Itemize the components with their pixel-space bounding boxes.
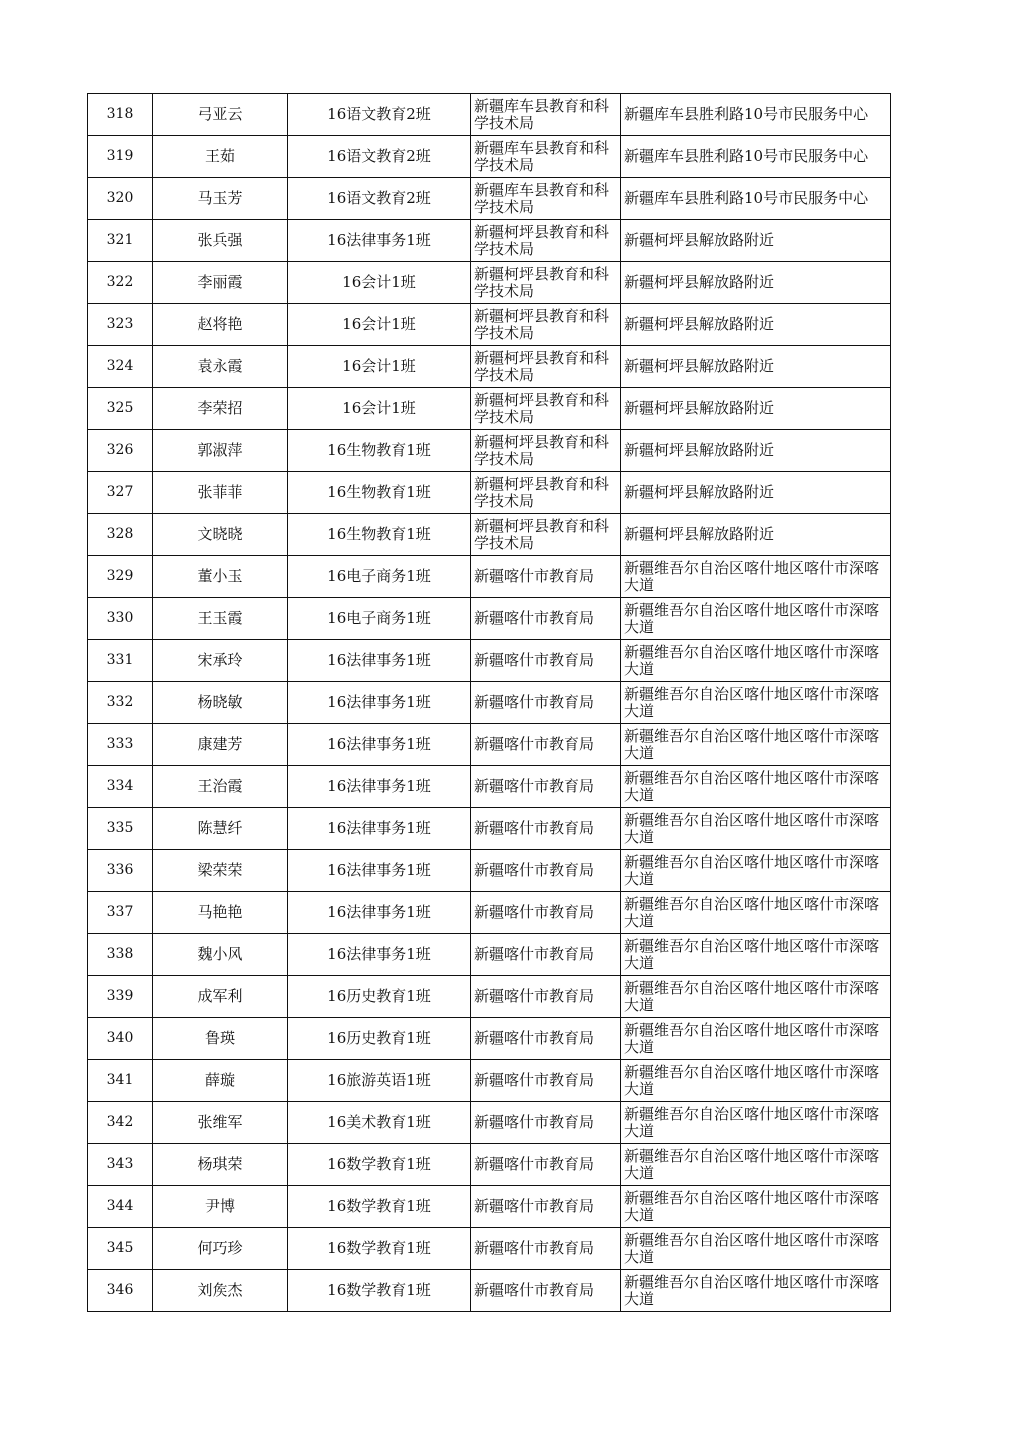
address-cell: 新疆柯坪县解放路附近: [621, 346, 891, 388]
row-number-cell: 324: [88, 346, 153, 388]
organization-cell: 新疆喀什市教育局: [471, 556, 621, 598]
organization-cell: 新疆柯坪县教育和科学技术局: [471, 346, 621, 388]
address-cell: 新疆库车县胜利路10号市民服务中心: [621, 136, 891, 178]
organization-cell: 新疆喀什市教育局: [471, 682, 621, 724]
student-name-cell: 李丽霞: [153, 262, 288, 304]
student-table: [87, 93, 891, 1312]
student-name-cell: 王玉霞: [153, 598, 288, 640]
row-number-cell: 346: [88, 1270, 153, 1312]
table-row: [88, 640, 891, 682]
table-body: [88, 94, 891, 1312]
row-number-cell: 325: [88, 388, 153, 430]
class-cell: 16电子商务1班: [288, 598, 471, 640]
class-cell: 16会计1班: [288, 388, 471, 430]
address-cell: 新疆维吾尔自治区喀什地区喀什市深喀大道: [621, 934, 891, 976]
organization-cell: 新疆喀什市教育局: [471, 1270, 621, 1312]
row-number-cell: 331: [88, 640, 153, 682]
table-row: [88, 388, 891, 430]
row-number-cell: 340: [88, 1018, 153, 1060]
student-name-cell: 王茹: [153, 136, 288, 178]
class-cell: 16美术教育1班: [288, 1102, 471, 1144]
address-cell: 新疆维吾尔自治区喀什地区喀什市深喀大道: [621, 556, 891, 598]
address-cell: 新疆库车县胜利路10号市民服务中心: [621, 94, 891, 136]
student-name-cell: 张菲菲: [153, 472, 288, 514]
organization-cell: 新疆柯坪县教育和科学技术局: [471, 514, 621, 556]
class-cell: 16生物教育1班: [288, 472, 471, 514]
organization-cell: 新疆喀什市教育局: [471, 640, 621, 682]
row-number-cell: 334: [88, 766, 153, 808]
row-number-cell: 343: [88, 1144, 153, 1186]
table-row: [88, 1228, 891, 1270]
organization-cell: 新疆库车县教育和科学技术局: [471, 178, 621, 220]
address-cell: 新疆维吾尔自治区喀什地区喀什市深喀大道: [621, 850, 891, 892]
student-name-cell: 袁永霞: [153, 346, 288, 388]
address-cell: 新疆柯坪县解放路附近: [621, 430, 891, 472]
address-cell: 新疆维吾尔自治区喀什地区喀什市深喀大道: [621, 724, 891, 766]
table-row: [88, 724, 891, 766]
table-row: [88, 1186, 891, 1228]
address-cell: 新疆维吾尔自治区喀什地区喀什市深喀大道: [621, 1228, 891, 1270]
row-number-cell: 335: [88, 808, 153, 850]
organization-cell: 新疆柯坪县教育和科学技术局: [471, 304, 621, 346]
table-row: [88, 850, 891, 892]
address-cell: 新疆柯坪县解放路附近: [621, 514, 891, 556]
student-name-cell: 宋承玲: [153, 640, 288, 682]
organization-cell: 新疆柯坪县教育和科学技术局: [471, 388, 621, 430]
class-cell: 16生物教育1班: [288, 430, 471, 472]
row-number-cell: 341: [88, 1060, 153, 1102]
organization-cell: 新疆喀什市教育局: [471, 1186, 621, 1228]
organization-cell: 新疆喀什市教育局: [471, 976, 621, 1018]
table-row: [88, 514, 891, 556]
address-cell: 新疆维吾尔自治区喀什地区喀什市深喀大道: [621, 808, 891, 850]
student-name-cell: 梁荣荣: [153, 850, 288, 892]
class-cell: 16电子商务1班: [288, 556, 471, 598]
class-cell: 16旅游英语1班: [288, 1060, 471, 1102]
address-cell: 新疆柯坪县解放路附近: [621, 388, 891, 430]
class-cell: 16语文教育2班: [288, 94, 471, 136]
student-name-cell: 何巧珍: [153, 1228, 288, 1270]
organization-cell: 新疆库车县教育和科学技术局: [471, 94, 621, 136]
address-cell: 新疆柯坪县解放路附近: [621, 304, 891, 346]
table-row: [88, 766, 891, 808]
row-number-cell: 323: [88, 304, 153, 346]
address-cell: 新疆维吾尔自治区喀什地区喀什市深喀大道: [621, 1270, 891, 1312]
class-cell: 16法律事务1班: [288, 934, 471, 976]
student-name-cell: 赵将艳: [153, 304, 288, 346]
row-number-cell: 333: [88, 724, 153, 766]
class-cell: 16数学教育1班: [288, 1186, 471, 1228]
class-cell: 16数学教育1班: [288, 1228, 471, 1270]
student-name-cell: 马艳艳: [153, 892, 288, 934]
class-cell: 16会计1班: [288, 346, 471, 388]
student-name-cell: 文晓晓: [153, 514, 288, 556]
class-cell: 16语文教育2班: [288, 178, 471, 220]
organization-cell: 新疆喀什市教育局: [471, 850, 621, 892]
table-row: [88, 472, 891, 514]
address-cell: 新疆柯坪县解放路附近: [621, 220, 891, 262]
organization-cell: 新疆喀什市教育局: [471, 1228, 621, 1270]
organization-cell: 新疆喀什市教育局: [471, 1102, 621, 1144]
student-name-cell: 鲁瑛: [153, 1018, 288, 1060]
class-cell: 16法律事务1班: [288, 640, 471, 682]
student-name-cell: 张维军: [153, 1102, 288, 1144]
organization-cell: 新疆喀什市教育局: [471, 766, 621, 808]
address-cell: 新疆维吾尔自治区喀什地区喀什市深喀大道: [621, 682, 891, 724]
row-number-cell: 344: [88, 1186, 153, 1228]
table-row: [88, 178, 891, 220]
student-name-cell: 董小玉: [153, 556, 288, 598]
table-row: [88, 1060, 891, 1102]
organization-cell: 新疆喀什市教育局: [471, 934, 621, 976]
table-row: [88, 346, 891, 388]
table-row: [88, 1018, 891, 1060]
address-cell: 新疆维吾尔自治区喀什地区喀什市深喀大道: [621, 976, 891, 1018]
class-cell: 16数学教育1班: [288, 1270, 471, 1312]
row-number-cell: 330: [88, 598, 153, 640]
address-cell: 新疆柯坪县解放路附近: [621, 472, 891, 514]
student-name-cell: 尹博: [153, 1186, 288, 1228]
student-name-cell: 魏小风: [153, 934, 288, 976]
table-row: [88, 808, 891, 850]
address-cell: 新疆维吾尔自治区喀什地区喀什市深喀大道: [621, 1060, 891, 1102]
student-name-cell: 李荣招: [153, 388, 288, 430]
table-row: [88, 1102, 891, 1144]
organization-cell: 新疆喀什市教育局: [471, 1018, 621, 1060]
class-cell: 16语文教育2班: [288, 136, 471, 178]
student-name-cell: 陈慧纤: [153, 808, 288, 850]
table-row: [88, 892, 891, 934]
row-number-cell: 332: [88, 682, 153, 724]
table-row: [88, 94, 891, 136]
student-name-cell: 刘矦杰: [153, 1270, 288, 1312]
row-number-cell: 318: [88, 94, 153, 136]
organization-cell: 新疆柯坪县教育和科学技术局: [471, 262, 621, 304]
student-name-cell: 薛璇: [153, 1060, 288, 1102]
organization-cell: 新疆柯坪县教育和科学技术局: [471, 220, 621, 262]
table-row: [88, 1144, 891, 1186]
table-row: [88, 976, 891, 1018]
student-name-cell: 马玉芳: [153, 178, 288, 220]
class-cell: 16数学教育1班: [288, 1144, 471, 1186]
address-cell: 新疆维吾尔自治区喀什地区喀什市深喀大道: [621, 1102, 891, 1144]
row-number-cell: 342: [88, 1102, 153, 1144]
address-cell: 新疆维吾尔自治区喀什地区喀什市深喀大道: [621, 1018, 891, 1060]
row-number-cell: 319: [88, 136, 153, 178]
organization-cell: 新疆柯坪县教育和科学技术局: [471, 430, 621, 472]
organization-cell: 新疆喀什市教育局: [471, 724, 621, 766]
student-name-cell: 弓亚云: [153, 94, 288, 136]
table-row: [88, 136, 891, 178]
organization-cell: 新疆喀什市教育局: [471, 1060, 621, 1102]
class-cell: 16法律事务1班: [288, 892, 471, 934]
student-name-cell: 郭淑萍: [153, 430, 288, 472]
class-cell: 16历史教育1班: [288, 1018, 471, 1060]
student-name-cell: 成军利: [153, 976, 288, 1018]
table-row: [88, 430, 891, 472]
row-number-cell: 326: [88, 430, 153, 472]
student-name-cell: 杨琪荣: [153, 1144, 288, 1186]
table-row: [88, 934, 891, 976]
address-cell: 新疆维吾尔自治区喀什地区喀什市深喀大道: [621, 1186, 891, 1228]
organization-cell: 新疆喀什市教育局: [471, 1144, 621, 1186]
row-number-cell: 338: [88, 934, 153, 976]
class-cell: 16生物教育1班: [288, 514, 471, 556]
row-number-cell: 322: [88, 262, 153, 304]
address-cell: 新疆维吾尔自治区喀什地区喀什市深喀大道: [621, 766, 891, 808]
organization-cell: 新疆喀什市教育局: [471, 892, 621, 934]
table-row: [88, 304, 891, 346]
class-cell: 16法律事务1班: [288, 808, 471, 850]
organization-cell: 新疆喀什市教育局: [471, 808, 621, 850]
class-cell: 16法律事务1班: [288, 724, 471, 766]
address-cell: 新疆柯坪县解放路附近: [621, 262, 891, 304]
address-cell: 新疆维吾尔自治区喀什地区喀什市深喀大道: [621, 640, 891, 682]
student-name-cell: 张兵强: [153, 220, 288, 262]
class-cell: 16法律事务1班: [288, 850, 471, 892]
table-row: [88, 262, 891, 304]
row-number-cell: 328: [88, 514, 153, 556]
table-row: [88, 1270, 891, 1312]
table-row: [88, 220, 891, 262]
class-cell: 16历史教育1班: [288, 976, 471, 1018]
row-number-cell: 339: [88, 976, 153, 1018]
student-name-cell: 王治霞: [153, 766, 288, 808]
address-cell: 新疆维吾尔自治区喀什地区喀什市深喀大道: [621, 1144, 891, 1186]
class-cell: 16会计1班: [288, 304, 471, 346]
table-row: [88, 682, 891, 724]
organization-cell: 新疆库车县教育和科学技术局: [471, 136, 621, 178]
address-cell: 新疆维吾尔自治区喀什地区喀什市深喀大道: [621, 892, 891, 934]
student-name-cell: 康建芳: [153, 724, 288, 766]
table-row: [88, 598, 891, 640]
student-name-cell: 杨晓敏: [153, 682, 288, 724]
row-number-cell: 320: [88, 178, 153, 220]
class-cell: 16会计1班: [288, 262, 471, 304]
row-number-cell: 336: [88, 850, 153, 892]
table-row: [88, 556, 891, 598]
row-number-cell: 321: [88, 220, 153, 262]
address-cell: 新疆维吾尔自治区喀什地区喀什市深喀大道: [621, 598, 891, 640]
address-cell: 新疆库车县胜利路10号市民服务中心: [621, 178, 891, 220]
row-number-cell: 329: [88, 556, 153, 598]
organization-cell: 新疆喀什市教育局: [471, 598, 621, 640]
row-number-cell: 337: [88, 892, 153, 934]
class-cell: 16法律事务1班: [288, 766, 471, 808]
organization-cell: 新疆柯坪县教育和科学技术局: [471, 472, 621, 514]
row-number-cell: 345: [88, 1228, 153, 1270]
row-number-cell: 327: [88, 472, 153, 514]
class-cell: 16法律事务1班: [288, 220, 471, 262]
class-cell: 16法律事务1班: [288, 682, 471, 724]
